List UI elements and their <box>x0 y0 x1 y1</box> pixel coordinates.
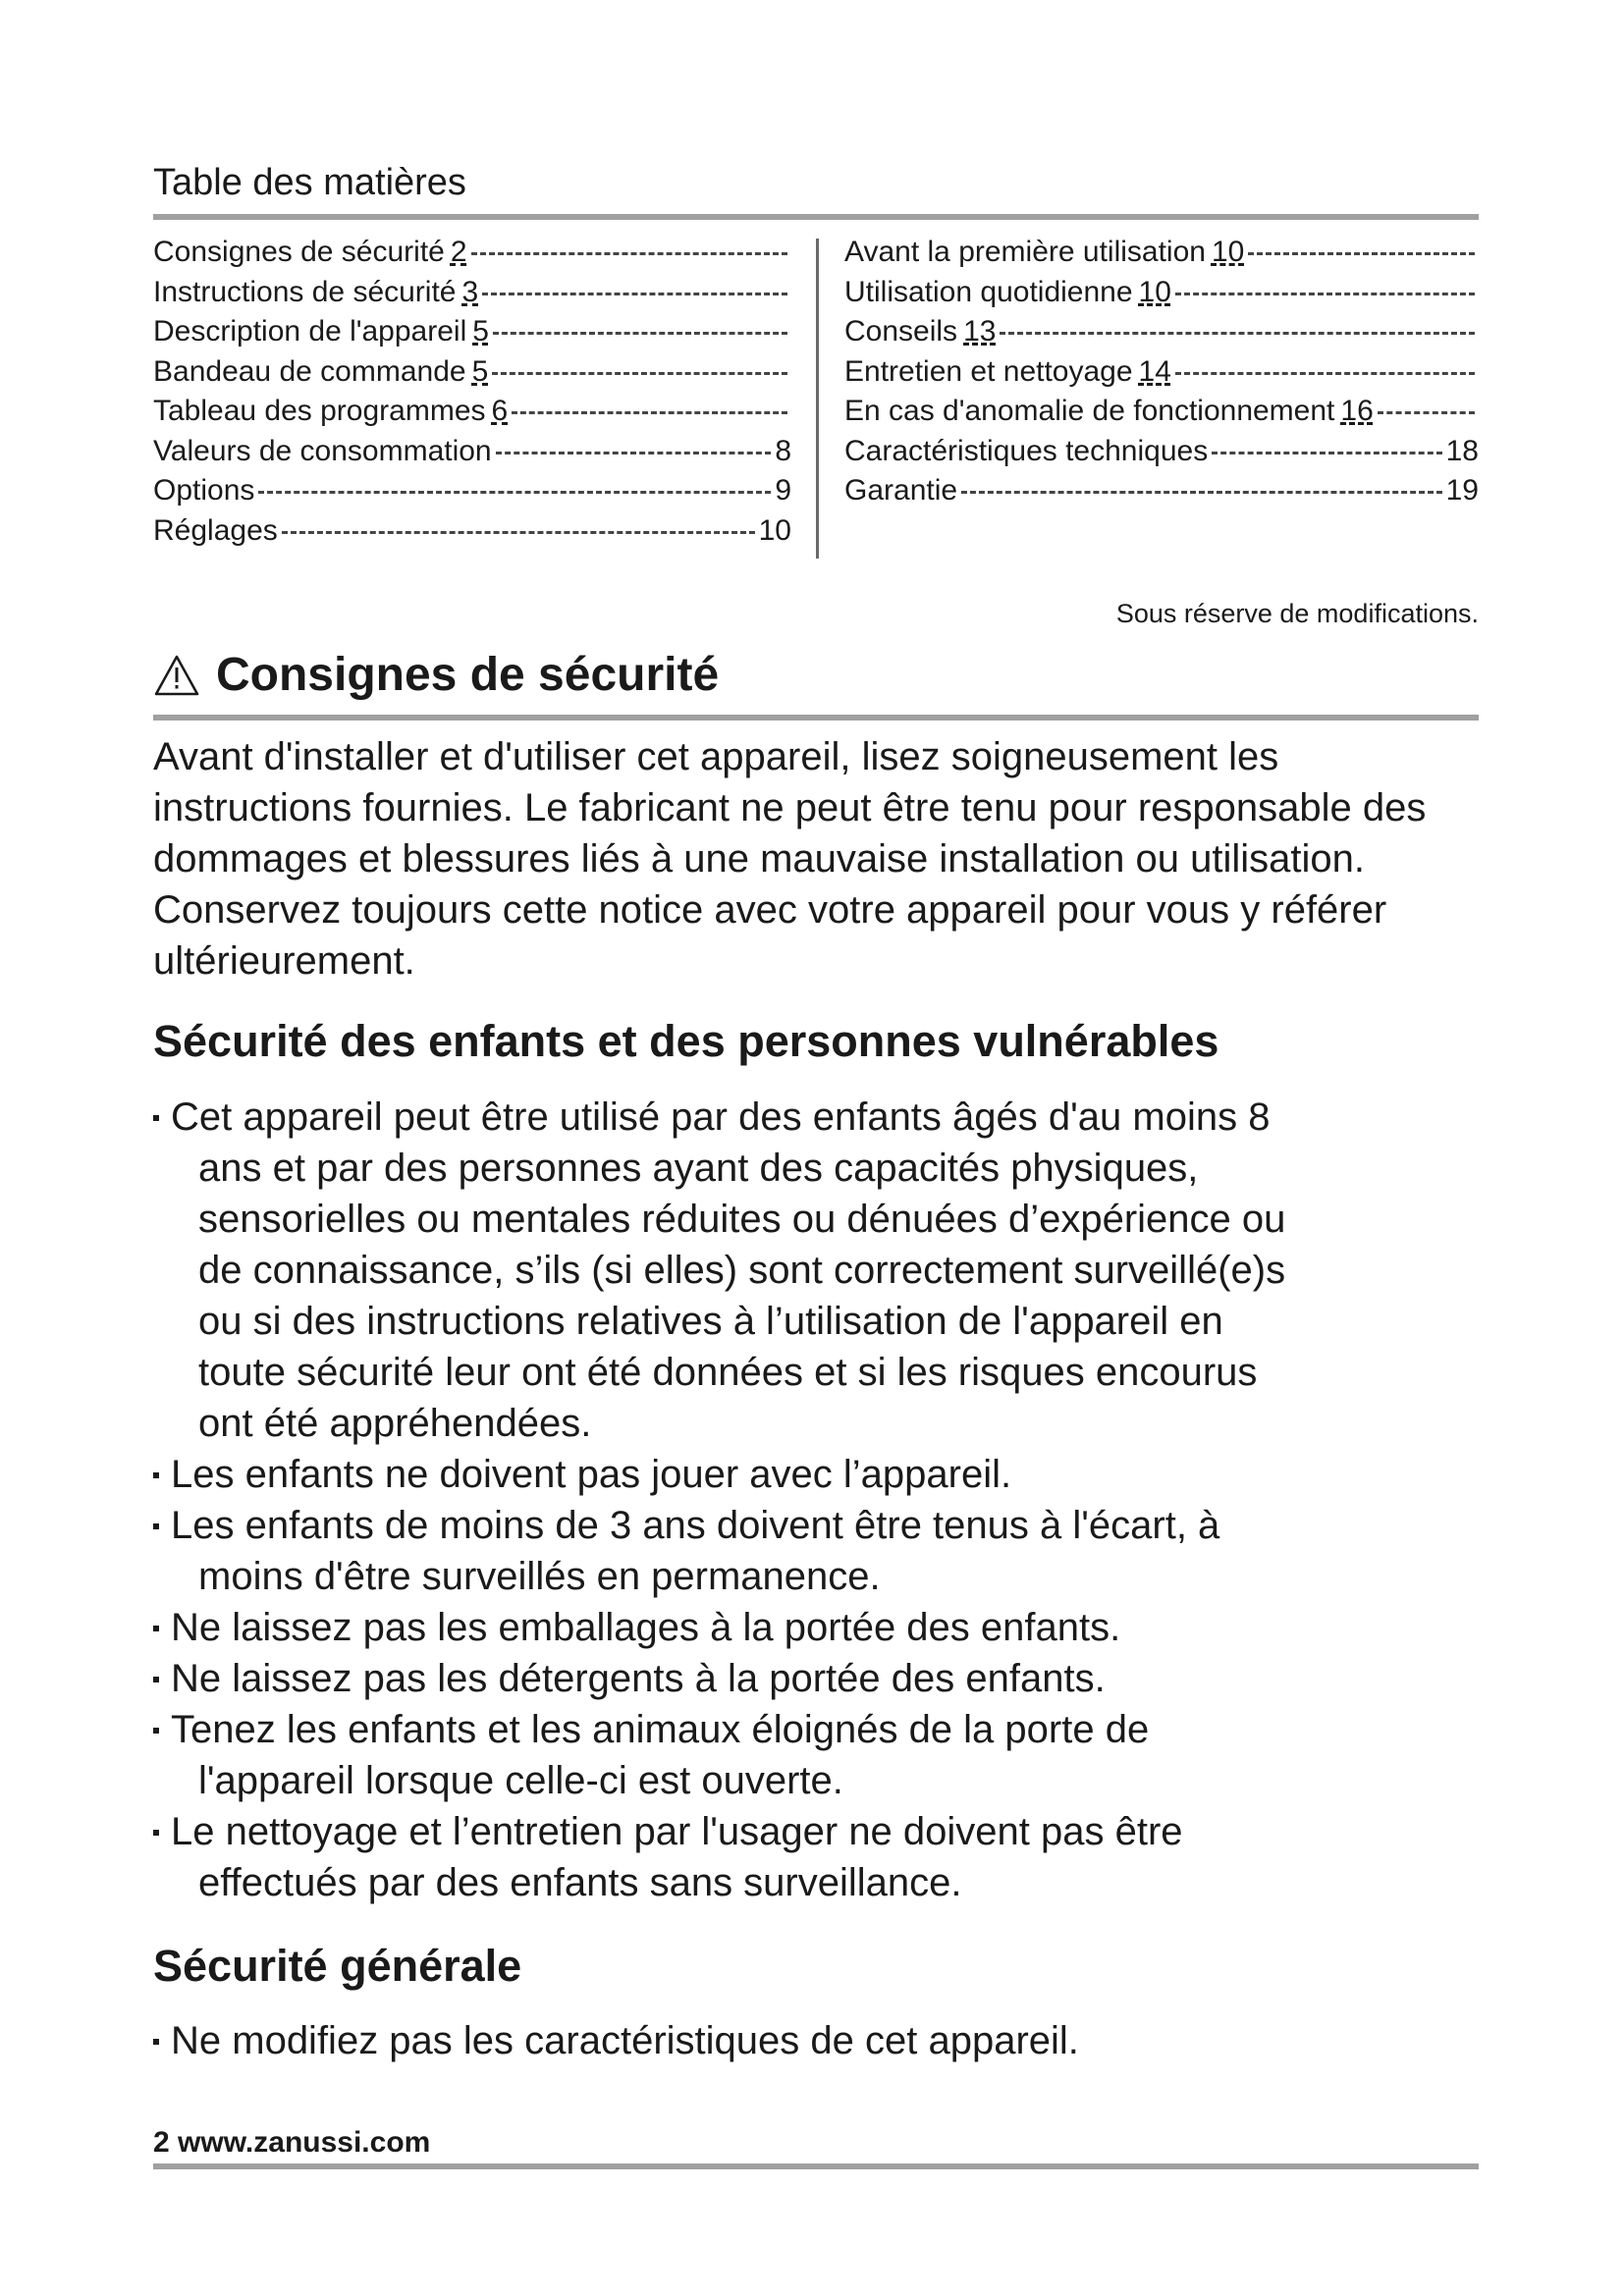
list-item-line: Cet appareil peut être utilisé par des enfants âgés d'au moins 8 <box>171 1095 1271 1139</box>
toc-entry-page: 3 <box>461 275 479 308</box>
toc-leader <box>282 531 755 534</box>
toc-entry-label: Utilisation quotidienne <box>844 275 1133 308</box>
toc-entry[interactable] <box>844 276 1479 316</box>
toc-leader <box>492 372 787 375</box>
toc-leader <box>1212 452 1441 454</box>
toc-leader <box>482 293 787 295</box>
toc-entry-label: Conseils <box>844 315 958 347</box>
list-item <box>153 1602 1479 1653</box>
footer-rule <box>153 2163 1479 2169</box>
toc-entry[interactable] <box>153 395 791 435</box>
toc-entry[interactable] <box>844 395 1479 435</box>
toc-leader <box>1175 372 1475 375</box>
footer-website: www.zanussi.com <box>178 2126 431 2159</box>
toc-entry[interactable] <box>153 276 791 316</box>
toc-entry-label: Description de l'appareil <box>153 315 467 347</box>
toc-entry-label: Valeurs de consommation <box>153 434 492 467</box>
section-title-text: Consignes de sécurité <box>216 649 720 701</box>
toc-leader <box>512 411 787 414</box>
toc-rule <box>153 214 1479 220</box>
list-item <box>153 1704 1479 1806</box>
toc-leader <box>1378 411 1475 414</box>
list-item-line: de connaissance, s’ils (si elles) sont correctement surveillé(e)s <box>198 1249 1286 1292</box>
list-item-line: Ne laissez pas les emballages à la portée des enfants. <box>171 1606 1121 1649</box>
toc-title: Table des matières <box>153 162 466 203</box>
toc-entry[interactable] <box>844 474 1479 514</box>
toc-entry-page: 8 <box>775 434 791 467</box>
toc-entry-label: Garantie <box>844 474 958 507</box>
toc-entry-page: 19 <box>1445 474 1479 507</box>
toc-left-column <box>153 236 791 554</box>
toc-entry[interactable] <box>844 236 1479 276</box>
list-item-line: Ne laissez pas les détergents à la portée des enfants. <box>171 1657 1106 1700</box>
list-item-line: moins d'être surveillés en permanence. <box>198 1555 881 1598</box>
toc-entry[interactable] <box>153 435 791 475</box>
toc-entry[interactable] <box>844 355 1479 396</box>
bullet-icon <box>153 1677 159 1682</box>
toc-entry-page: 2 <box>450 236 467 268</box>
toc-entry-page: 10 <box>1138 275 1171 308</box>
children-safety-list <box>153 1092 1479 1908</box>
bullet-icon <box>153 1728 159 1734</box>
toc-leader <box>471 252 787 255</box>
footer-page-number: 2 <box>153 2126 170 2159</box>
list-item-line: ans et par des personnes ayant des capacités physiques, <box>198 1147 1199 1190</box>
toc-entry-label: Instructions de sécurité <box>153 275 457 308</box>
footer <box>153 2126 430 2160</box>
toc-right-column <box>844 236 1479 514</box>
toc-entry-label: Caractéristiques techniques <box>844 434 1209 467</box>
toc-entry[interactable] <box>844 315 1479 355</box>
list-item-line: Ne modifiez pas les caractéristiques de cet appareil. <box>171 2019 1079 2062</box>
toc-entry-label: Options <box>153 474 255 507</box>
toc-entry[interactable] <box>153 474 791 514</box>
toc-leader <box>961 491 1442 494</box>
toc-entry-page: 5 <box>471 354 489 388</box>
list-item-line: ont été appréhendées. <box>198 1402 592 1445</box>
change-notice: Sous réserve de modifications. <box>1115 599 1479 628</box>
general-safety-list <box>153 2015 1479 2066</box>
toc-leader <box>496 452 772 454</box>
children-safety-title: Sécurité des enfants et des personnes vulnérables <box>153 1016 1219 1066</box>
bullet-icon <box>153 1523 159 1529</box>
list-item-line: toute sécurité leur ont été données et si les risques encourus <box>198 1351 1258 1394</box>
list-item-line: l'appareil lorsque celle-ci est ouverte. <box>198 1759 843 1802</box>
list-item <box>153 1500 1479 1602</box>
bullet-icon <box>153 1115 159 1121</box>
list-item <box>153 1449 1479 1500</box>
toc-leader <box>1248 252 1475 255</box>
toc-entry-page: 18 <box>1445 434 1479 467</box>
toc-divider <box>816 239 819 559</box>
toc-entry-page: 16 <box>1340 395 1374 427</box>
warning-triangle-icon <box>153 654 200 697</box>
toc-entry[interactable] <box>844 435 1479 475</box>
toc-entry-label: Réglages <box>153 513 278 547</box>
toc-entry[interactable] <box>153 355 791 396</box>
general-safety-title: Sécurité générale <box>153 1941 522 1991</box>
bullet-icon <box>153 2039 159 2045</box>
toc-entry[interactable] <box>153 514 791 555</box>
list-item-line: Les enfants ne doivent pas jouer avec l’appareil. <box>171 1453 1012 1496</box>
list-item <box>153 1653 1479 1704</box>
toc-entry-page: 13 <box>963 315 997 347</box>
toc-leader <box>1000 332 1475 335</box>
bullet-icon <box>153 1626 159 1631</box>
list-item <box>153 1806 1479 1908</box>
toc-leader <box>493 332 787 335</box>
bullet-icon <box>153 1830 159 1836</box>
list-item <box>153 1092 1479 1449</box>
toc-entry-label: Entretien et nettoyage <box>844 354 1133 388</box>
list-item-line: ou si des instructions relatives à l’utilisation de l'appareil en <box>198 1300 1223 1343</box>
toc-entry-label: Tableau des programmes <box>153 395 486 427</box>
toc-leader <box>258 491 771 494</box>
section-title <box>153 648 719 702</box>
list-item-line: Le nettoyage et l’entretien par l'usager ne doivent pas être <box>171 1810 1183 1853</box>
list-item-line: Les enfants de moins de 3 ans doivent être tenus à l'écart, à <box>171 1504 1220 1547</box>
toc-entry-label: Bandeau de commande <box>153 354 466 388</box>
toc-leader <box>1175 293 1475 295</box>
toc-entry[interactable] <box>153 315 791 355</box>
bullet-icon <box>153 1472 159 1478</box>
intro-paragraph: Avant d'installer et d'utiliser cet appareil, lisez soigneusement les instructions fournies. Le fabricant ne peut être tenu pour responsable des dommages et blessures liés à une mauvaise installation ou utilisation. Conservez toujours cette notice avec votre appareil pour vous y référer ultérieurement. <box>153 735 1427 983</box>
list-item-line: Tenez les enfants et les animaux éloignés de la porte de <box>171 1708 1150 1751</box>
toc-entry-label: Consignes de sécurité <box>153 236 445 268</box>
list-item-line: sensorielles ou mentales réduites ou dénuées d’expérience ou <box>198 1198 1286 1241</box>
toc-entry-label: En cas d'anomalie de fonctionnement <box>844 395 1335 427</box>
toc-entry-label: Avant la première utilisation <box>844 236 1206 268</box>
section-rule <box>153 715 1479 721</box>
toc-entry-page: 14 <box>1138 354 1171 388</box>
list-item-line: effectués par des enfants sans surveillance. <box>198 1861 962 1904</box>
toc-entry-page: 10 <box>758 513 791 547</box>
toc-entry-page: 9 <box>775 474 791 507</box>
toc-entry-page: 6 <box>491 395 509 427</box>
toc-entry-page: 10 <box>1211 236 1245 268</box>
toc-entry[interactable] <box>153 236 791 276</box>
toc-entry-page: 5 <box>472 315 489 347</box>
list-item <box>153 2015 1479 2066</box>
